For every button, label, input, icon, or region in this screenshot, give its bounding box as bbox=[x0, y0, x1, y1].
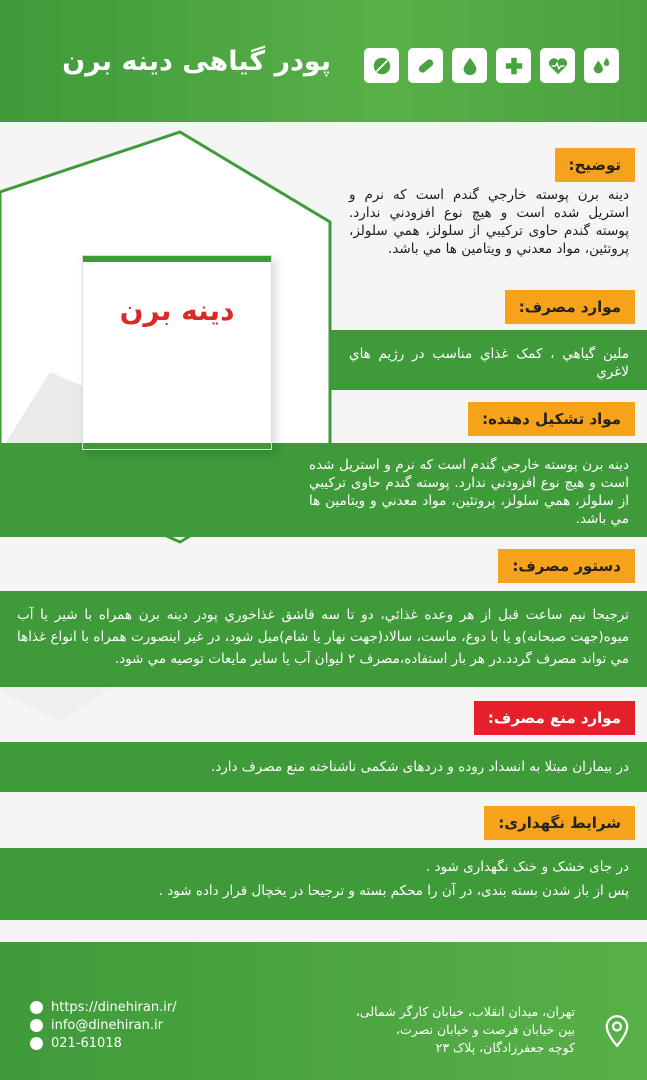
cross-icon bbox=[496, 48, 531, 83]
product-brand: دینه برن bbox=[119, 294, 235, 327]
pill-icon bbox=[364, 48, 399, 83]
drops-icon bbox=[584, 48, 619, 83]
email-text: info@dinehiran.ir bbox=[51, 1018, 163, 1033]
usage-label: موارد مصرف: bbox=[505, 290, 635, 324]
phone-text: 021-61018 bbox=[51, 1036, 122, 1051]
description-label: توضیح: bbox=[555, 148, 635, 182]
mail-icon bbox=[30, 1019, 43, 1032]
box-stripe-top bbox=[83, 256, 271, 262]
product-box-image bbox=[82, 255, 272, 450]
address-block bbox=[356, 1003, 575, 1057]
phone-link[interactable] bbox=[30, 1036, 122, 1051]
instructions-label: دستور مصرف: bbox=[498, 549, 635, 583]
storage-label: شرایط نگهداری: bbox=[484, 806, 635, 840]
capsule-icon bbox=[408, 48, 443, 83]
contraindications-text: در بیماران مبتلا به انسداد روده و دردهای شکمی ناشناخته منع مصرف دارد. bbox=[210, 759, 629, 775]
location-pin-icon bbox=[603, 1014, 631, 1048]
email-link[interactable] bbox=[30, 1018, 163, 1033]
box-stripe-bottom bbox=[83, 443, 271, 449]
header-icon-row bbox=[364, 48, 619, 83]
ingredients-text: دينه برن پوسته خارجي گندم است که نرم و استريل شده است و هيچ نوع افزودني ندارد. پوسته گندم حاوی ترکيبي از سلولز، همي سلولز، پروتئين، مواد معدني و ويتامين ها مي باشد. bbox=[309, 457, 629, 527]
usage-text: ملين گياهي ، كمک غذاي مناسب در رژيم هاي لاغري bbox=[349, 346, 629, 380]
heart-pulse-icon bbox=[540, 48, 575, 83]
storage-line-2: پس از باز شدن بسته بندی، در آن را محکم بسته و ترجیحا در یخچال قرار داده شود . bbox=[158, 883, 629, 899]
website-text: https://dinehiran.ir/ bbox=[51, 1000, 177, 1015]
storage-line-1: در جای خشک و خنک نگهداری شود . bbox=[425, 859, 629, 875]
drop-icon bbox=[452, 48, 487, 83]
contraindications-label: موارد منع مصرف: bbox=[474, 701, 635, 735]
phone-icon bbox=[30, 1037, 43, 1050]
globe-icon bbox=[30, 1001, 43, 1014]
ingredients-label: مواد تشکیل دهنده: bbox=[468, 402, 635, 436]
page-title: پودر گیاهی دینه برن bbox=[62, 46, 331, 77]
website-link[interactable] bbox=[30, 1000, 177, 1015]
description-text: دينه برن پوسته خارجي گندم است که نرم و استريل شده است و هيچ نوع افزودني ندارد. پوسته گندم حاوی ترکيبي از سلولز، همي سلولز، پروتئين، مواد معدني و ويتامين ها مي باشد. bbox=[349, 187, 629, 257]
instructions-text: ترجيحا نيم ساعت قبل از هر وعده غذائي، دو تا سه قاشق غذاخوري پودر دينه برن همراه با شير يا آب ميوه(جهت صبحانه)و يا با دوغ، ماست، سالاد(جهت نهار يا شام)ميل شود، در غير اينصورت همراه با انواع غذاها مي تواند مصرف گردد.در هر بار استفاده،مصرف ۲ ليوان آب يا ساير مايعات توصيه مي شود. bbox=[17, 607, 629, 667]
header-banner bbox=[0, 0, 647, 122]
address-line-2: بین خیابان فرصت و خیابان نصرت، bbox=[396, 1022, 575, 1037]
address-line-3: کوچه جعفرزادگان، پلاک ۲۳ bbox=[435, 1040, 575, 1055]
address-line-1: تهران، میدان انقلاب، خیابان کارگر شمالی، bbox=[355, 1004, 575, 1019]
